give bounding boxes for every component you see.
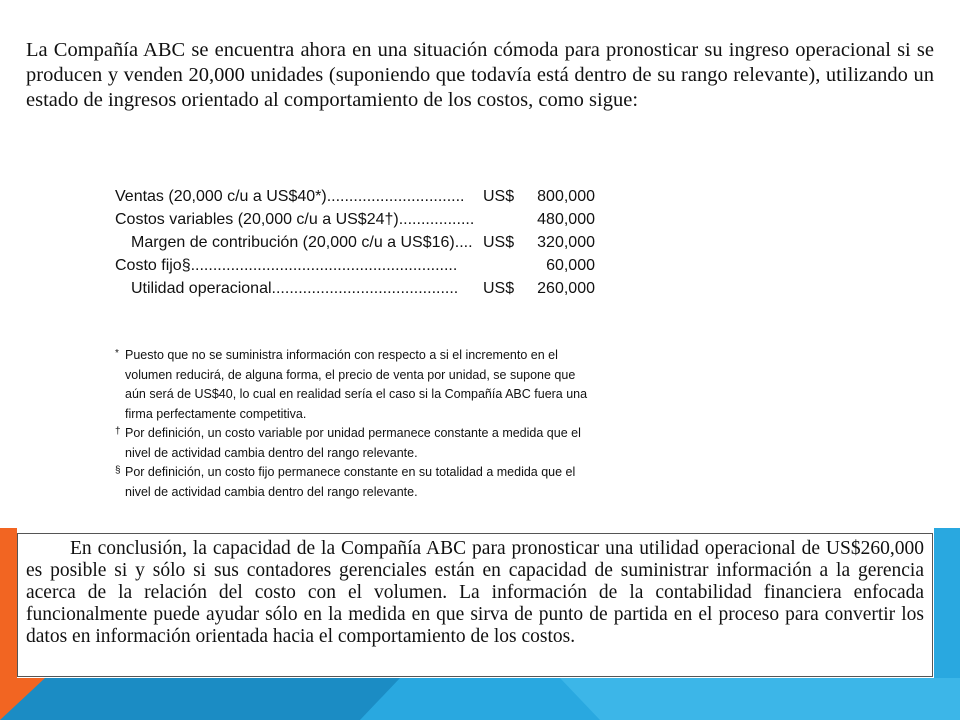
footnote-mark: § bbox=[115, 465, 121, 476]
footnote-text: Por definición, un costo variable por unidad permanece constante a medida que el nivel de actividad cambia dentro del rango relevante. bbox=[125, 426, 581, 460]
row-amount: 260,000 bbox=[537, 279, 595, 297]
statement-row-operating-income bbox=[115, 277, 595, 300]
blue-right-bar bbox=[934, 528, 960, 678]
statement-row-variable-costs bbox=[115, 208, 595, 231]
statement-row-contribution-margin bbox=[115, 231, 595, 254]
orange-left-bar bbox=[0, 528, 17, 678]
row-label: Ventas (20,000 c/u a US$40*)............................... bbox=[115, 187, 465, 205]
statement-row-fixed-cost bbox=[115, 254, 595, 277]
conclusion-box bbox=[17, 533, 933, 677]
row-amount: 60,000 bbox=[546, 256, 595, 274]
footnote-text: Por definición, un costo fijo permanece constante en su totalidad a medida que el nivel de actividad cambia dentro del rango relevante. bbox=[125, 465, 576, 499]
row-label: Costos variables (20,000 c/u a US$24†)................. bbox=[115, 210, 475, 228]
row-label: Margen de contribución (20,000 c/u a US$16).... bbox=[131, 233, 473, 251]
row-amount: 320,000 bbox=[537, 233, 595, 251]
row-currency: US$ bbox=[483, 187, 515, 205]
row-label: Utilidad operacional.......................................... bbox=[131, 279, 459, 297]
statement-row-sales bbox=[115, 185, 595, 208]
footnote-dagger bbox=[115, 424, 590, 463]
row-currency: US$ bbox=[483, 233, 515, 251]
footnote-mark: † bbox=[115, 426, 121, 437]
light-blue-bottom-wedge bbox=[560, 678, 960, 720]
row-amount: 800,000 bbox=[537, 187, 595, 205]
conclusion-paragraph: En conclusión, la capacidad de la Compañía ABC para pronosticar una utilidad operacional de US$260,000 es posible si y sólo si sus contadores gerenciales están en capacidad de suministrar información a la gerencia acerca de la relación del costo con el volumen. La información de la contabilidad financiera enfocada funcionalmente puede ayudar sólo en la medida en que sirva de punto de partida en el proceso para convertir los datos en información orientada hacia el comportamiento de los costos. bbox=[26, 538, 924, 647]
footnote-section bbox=[115, 463, 590, 502]
dark-blue-bottom-wedge bbox=[0, 678, 400, 720]
footnotes bbox=[115, 346, 590, 502]
footnote-asterisk bbox=[115, 346, 590, 424]
row-label: Costo fijo§............................................................ bbox=[115, 256, 458, 274]
footnote-mark: * bbox=[115, 348, 119, 359]
row-amount: 480,000 bbox=[537, 210, 595, 228]
row-currency: US$ bbox=[483, 279, 515, 297]
intro-paragraph: La Compañía ABC se encuentra ahora en una situación cómoda para pronosticar su ingreso operacional si se producen y venden 20,000 unidades (suponiendo que todavía está dentro de su rango relevante), utilizando un estado de ingresos orientado al comportamiento de los costos, como sigue: bbox=[26, 39, 934, 111]
income-statement bbox=[115, 185, 595, 300]
footnote-text: Puesto que no se suministra información con respecto a si el incremento en el volumen reducirá, de alguna forma, el precio de venta por unidad, se supone que aún será de US$40, lo cual en realidad sería el caso si la Compañía ABC fuera una firma perfectamente competitiva. bbox=[125, 348, 588, 421]
